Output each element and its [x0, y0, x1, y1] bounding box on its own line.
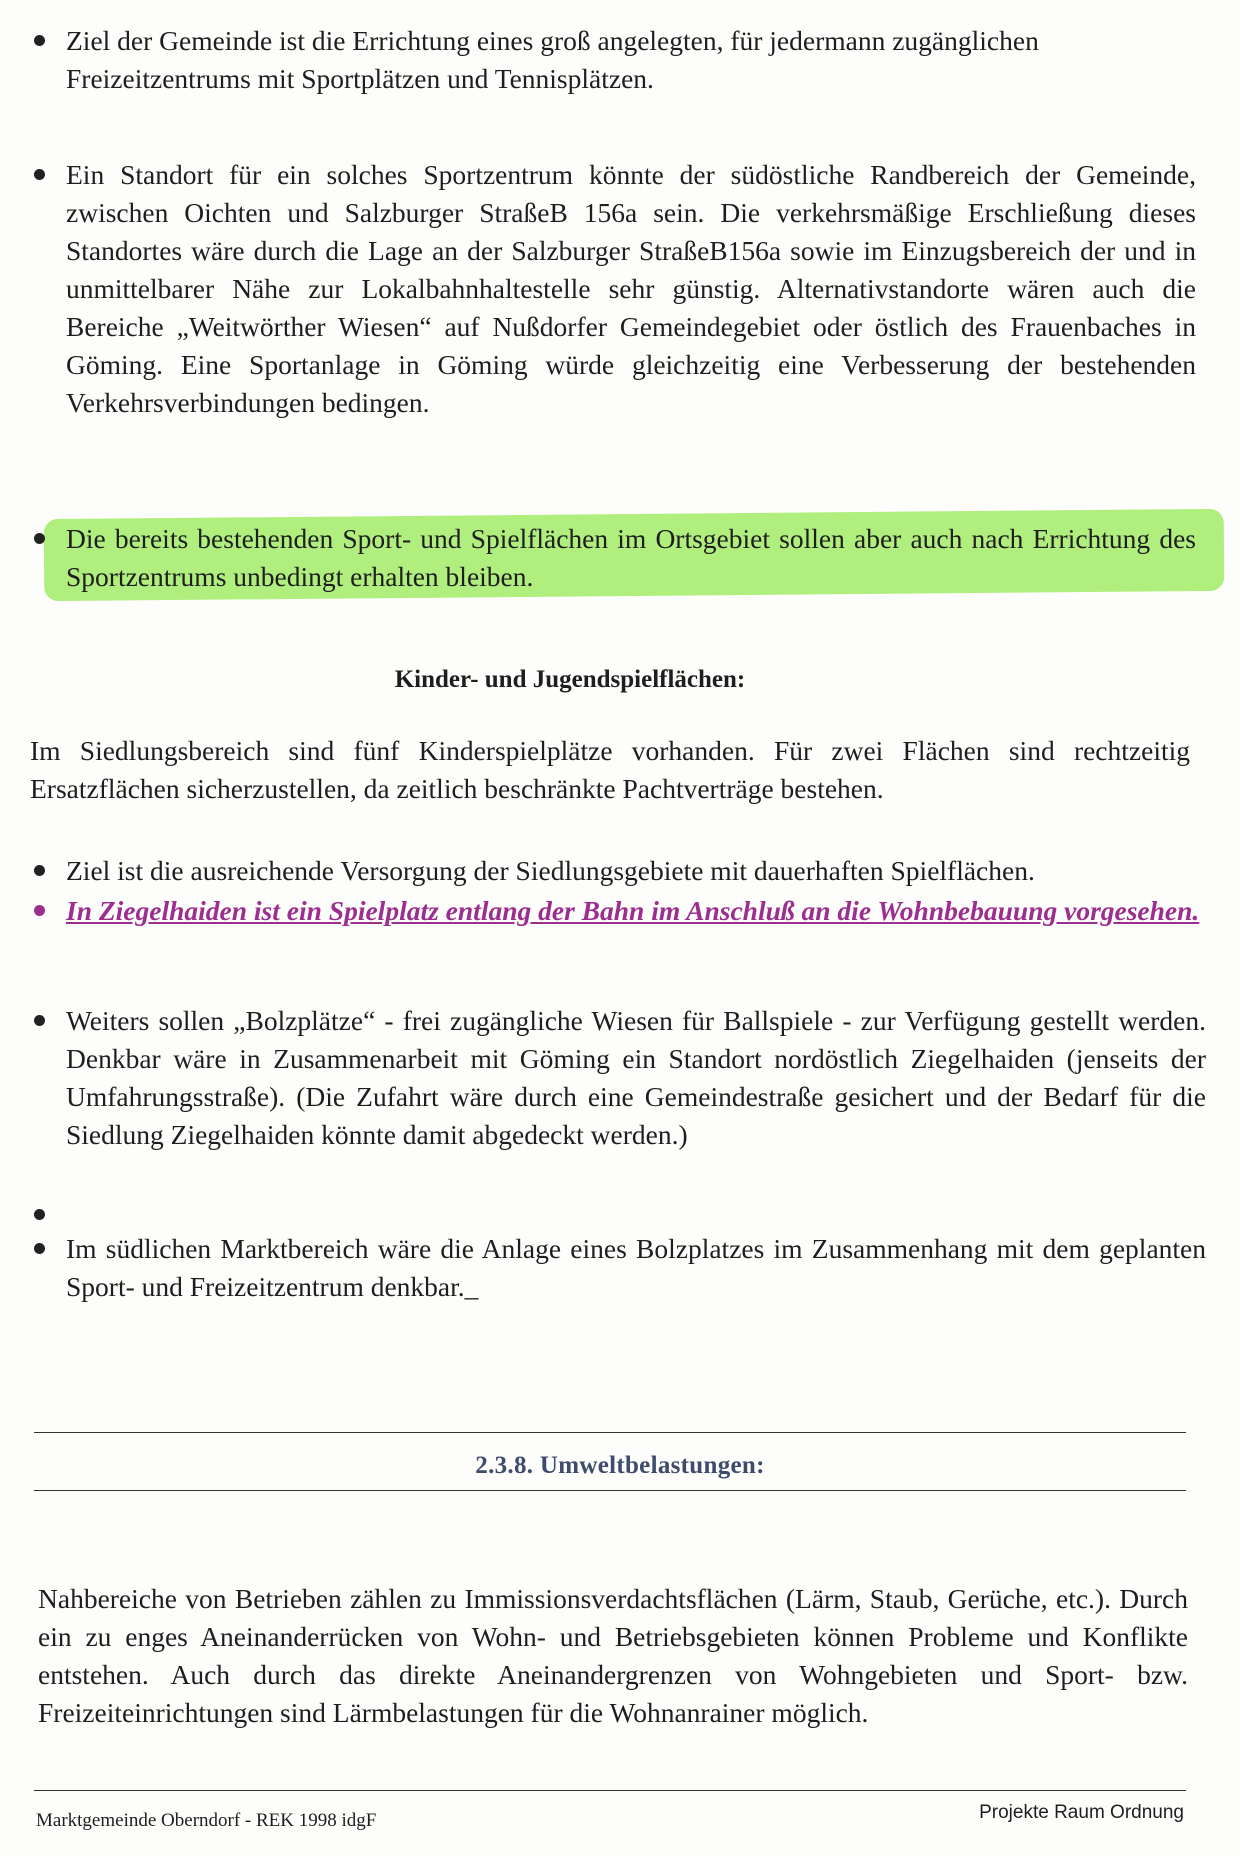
- bullet-standort-sportzentrum: [32, 156, 1196, 422]
- footer-left: Marktgemeinde Oberndorf - REK 1998 idgF: [36, 1810, 377, 1831]
- bullet-text: Ein Standort für ein solches Sportzentrum könnte der südöstliche Randbereich der Gemeinde, zwischen Oichten und Salzburger StraßeB 156a sein. Die verkehrsmäßige Erschließung dieses Standortes wäre durch die Lage an der Salzburger StraßeB156a sowie im Einzugsbereich der und in unmittelbarer Nähe zur Lokalbahnhaltestelle sehr günstig. Alternativstandorte wären auch die Bereiche „Weitwörther Wiesen“ auf Nußdorfer Gemeindegebiet oder östlich des Frauenbaches in Göming. Eine Sportanlage in Göming würde gleichzeitig eine Verbesserung der bestehenden Verkehrsverbindungen bedingen.: [66, 159, 1196, 418]
- bullet-text: Ziel der Gemeinde ist die Errichtung eines groß angelegten, für jedermann zugänglichen Freizeitzentrums mit Sportplätzen und Tennisplätzen.: [66, 25, 1039, 94]
- bullet-spielplatz-ziegelhaiden: [32, 892, 1206, 930]
- bullet-text: Im südlichen Marktbereich wäre die Anlage eines Bolzplatzes im Zusammenhang mit dem geplanten Sport- und Freizeitzentrum denkbar._: [66, 1233, 1206, 1302]
- bullet-text: Ziel ist die ausreichende Versorgung der Siedlungsgebiete mit dauerhaften Spielflächen.: [66, 855, 1035, 886]
- bullet-text: In Ziegelhaiden ist ein Spielplatz entlang der Bahn im Anschluß an die Wohnbebauung vorgesehen.: [66, 895, 1200, 926]
- bullet-versorgung-spielflaechen: [32, 852, 1206, 890]
- paragraph-text: Im Siedlungsbereich sind fünf Kinderspielplätze vorhanden. Für zwei Flächen sind rechtzeitig Ersatzflächen sicherzustellen, da zeitlich beschränkte Pachtverträge bestehen.: [30, 735, 1190, 804]
- section-rule-bottom: [34, 1490, 1186, 1491]
- kinder-intro-paragraph: [30, 732, 1190, 808]
- bullet-bolzplaetze: [32, 1002, 1206, 1154]
- bullet-bestehende-spielflaechen: [32, 520, 1196, 596]
- bullet-bolzplatz-sued: [32, 1230, 1206, 1306]
- footer-right: Projekte Raum Ordnung: [979, 1802, 1184, 1823]
- section-title: 2.3.8. Umweltbelastungen:: [475, 1452, 765, 1479]
- section-rule-top: [34, 1432, 1186, 1433]
- subsection-heading: Kinder- und Jugendspielflächen:: [394, 666, 746, 693]
- bullet-text: Die bereits bestehenden Sport- und Spielflächen im Ortsgebiet sollen aber auch nach Errichtung des Sportzentrums unbedingt erhalten bleiben.: [66, 523, 1196, 592]
- umwelt-paragraph: [38, 1580, 1188, 1732]
- bullet-text: Weiters sollen „Bolzplätze“ - frei zugängliche Wiesen für Ballspiele - zur Verfügung gestellt werden. Denkbar wäre in Zusammenarbeit mit Göming ein Standort nordöstlich Ziegelhaiden (jenseits der Umfahrungsstraße). (Die Zufahrt wäre durch eine Gemeindestraße gesichert und der Bedarf für die Siedlung Ziegelhaiden könnte damit abgedeckt werden.): [66, 1005, 1206, 1150]
- paragraph-text: Nahbereiche von Betrieben zählen zu Immissionsverdachtsflächen (Lärm, Staub, Gerüche, etc.). Durch ein zu enges Aneinanderrücken von Wohn- und Betriebsgebieten können Probleme und Konflikte entstehen. Auch durch das direkte Aneinandergrenzen von Wohngebieten und Sport- bzw. Freizeiteinrichtungen sind Lärmbelastungen für die Wohnanrainer möglich.: [38, 1583, 1188, 1728]
- bullet-goal-freizeitzentrum: [32, 22, 1196, 98]
- footer-rule: [34, 1790, 1186, 1791]
